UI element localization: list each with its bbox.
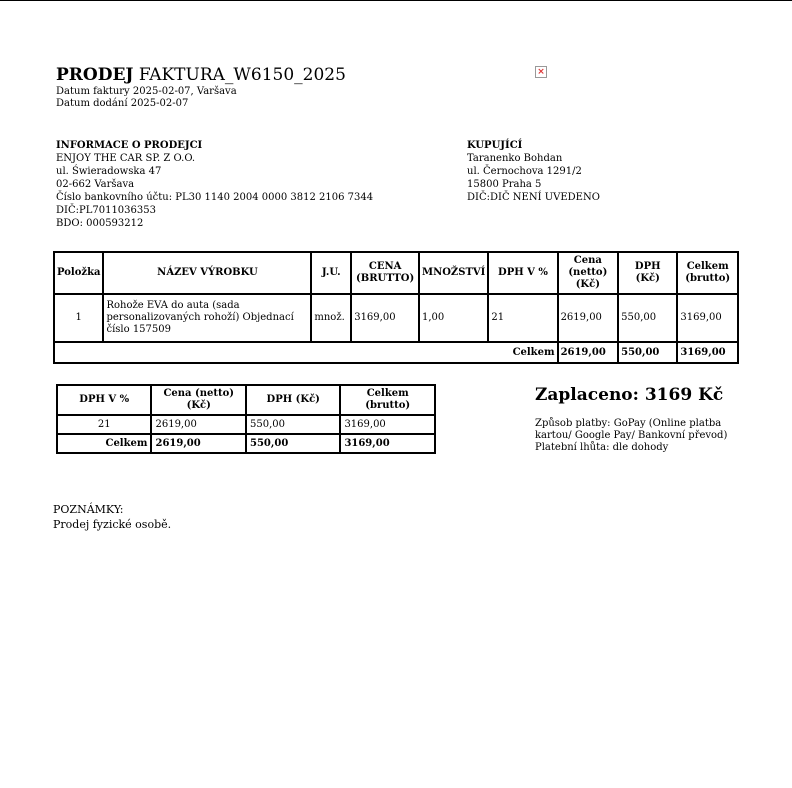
table-header-row	[54, 252, 738, 294]
column-header: J.U.	[311, 252, 351, 294]
item-name: Rohože EVA do auta (sada personalizovaných rohoží) Objednací číslo 157509	[103, 294, 311, 342]
invoice-number: FAKTURA_W6150_2025	[138, 65, 346, 85]
buyer-heading: KUPUJÍCÍ	[467, 140, 523, 151]
seller-line: ENJOY THE CAR SP. Z O.O.	[56, 153, 196, 164]
item-quantity: 1,00	[419, 294, 488, 342]
seller-line: DIČ:PL7011036353	[56, 205, 156, 216]
vat-brutto: 3169,00	[340, 415, 435, 434]
item-vat-rate: 21	[488, 294, 557, 342]
invoice-date: Datum faktury 2025-02-07, Varšava	[56, 86, 237, 97]
column-header: DPH (Kč)	[246, 385, 340, 415]
vat-amount: 550,00	[246, 415, 340, 434]
seller-heading: INFORMACE O PRODEJCI	[56, 140, 203, 151]
table-summary-row	[57, 434, 435, 453]
table-row	[57, 415, 435, 434]
column-header: Celkem (brutto)	[340, 385, 435, 415]
item-position: 1	[54, 294, 103, 342]
top-border-line	[0, 0, 792, 1]
column-header: DPH (Kč)	[618, 252, 677, 294]
delivery-date: Datum dodání 2025-02-07	[56, 98, 189, 109]
buyer-info	[467, 139, 600, 204]
summary-vat: 550,00	[246, 434, 340, 453]
item-vat-amount: 550,00	[618, 294, 677, 342]
table-summary-row	[54, 342, 738, 363]
summary-vat: 550,00	[618, 342, 677, 363]
buyer-line: ul. Černochova 1291/2	[467, 166, 582, 177]
column-header: Cena (netto) (Kč)	[151, 385, 246, 415]
column-header: Cena (netto) (Kč)	[558, 252, 619, 294]
summary-netto: 2619,00	[151, 434, 246, 453]
summary-label: Celkem	[54, 342, 558, 363]
column-header: CENA (BRUTTO)	[351, 252, 419, 294]
table-row	[54, 294, 738, 342]
buyer-line: 15800 Praha 5	[467, 179, 542, 190]
vat-rate: 21	[57, 415, 151, 434]
column-header: DPH V %	[57, 385, 151, 415]
buyer-line: DIČ:DIČ NENÍ UVEDENO	[467, 192, 600, 203]
item-unit: množ.	[311, 294, 351, 342]
summary-label: Celkem	[57, 434, 151, 453]
item-netto: 2619,00	[558, 294, 619, 342]
seller-line: Číslo bankovního účtu: PL30 1140 2004 0000 3812 2106 7344	[56, 192, 374, 203]
column-header: NÁZEV VÝROBKU	[103, 252, 311, 294]
payment-info	[535, 418, 735, 454]
notes-section	[53, 502, 171, 532]
vat-summary-table	[56, 384, 436, 454]
notes-text: Prodej fyzické osobě.	[53, 518, 172, 531]
seller-line: ul. Świeradowska 47	[56, 166, 162, 177]
column-header: DPH V %	[488, 252, 557, 294]
table-header-row	[57, 385, 435, 415]
buyer-line: Taranenko Bohdan	[467, 153, 563, 164]
seller-line: BDO: 000593212	[56, 218, 144, 229]
payment-method: Způsob platby: GoPay (Online platba kartou/ Google Pay/ Bankovní převod)	[535, 418, 728, 441]
payment-due: Platební lhůta: dle dohody	[535, 442, 669, 453]
summary-brutto: 3169,00	[677, 342, 738, 363]
notes-heading: POZNÁMKY:	[53, 503, 124, 516]
seller-info	[56, 139, 373, 230]
title-type: PRODEJ	[56, 65, 134, 85]
column-header: Celkem (brutto)	[677, 252, 738, 294]
summary-brutto: 3169,00	[340, 434, 435, 453]
vat-netto: 2619,00	[151, 415, 246, 434]
invoice-header	[56, 64, 346, 110]
summary-netto: 2619,00	[558, 342, 619, 363]
column-header: MNOŽSTVÍ	[419, 252, 488, 294]
invoice-title	[56, 64, 346, 86]
item-price-brutto: 3169,00	[351, 294, 419, 342]
item-total: 3169,00	[677, 294, 738, 342]
paid-amount: Zaplaceno: 3169 Kč	[535, 385, 724, 405]
items-table	[53, 251, 739, 364]
column-header: Položka	[54, 252, 103, 294]
broken-image-icon: ×	[535, 66, 547, 78]
seller-line: 02-662 Varšava	[56, 179, 135, 190]
